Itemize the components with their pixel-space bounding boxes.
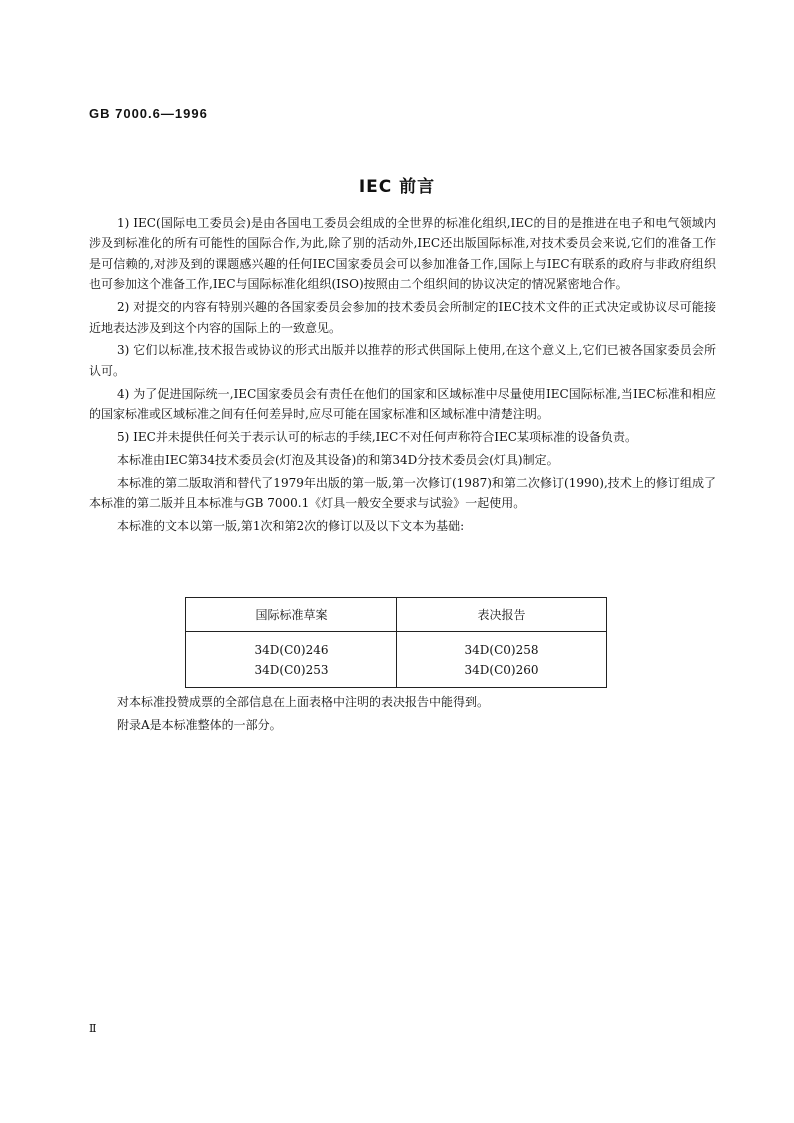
paragraph-edition: 本标准的第二版取消和替代了1979年出版的第一版,第一次修订(1987)和第二次修订(1990),技术上的修订组成了本标准的第二版并且本标准与GB 7000.1《灯具一般安全要求与试验》一起使用。 — [89, 475, 716, 511]
page-number: Ⅱ — [89, 1022, 97, 1035]
paragraph-committee: 本标准由IEC第34技术委员会(灯泡及其设备)的和第34D分技术委员会(灯具)制定。 — [117, 452, 559, 467]
table-column-votes — [396, 598, 607, 687]
table-cell: 34D(C0)246 — [254, 643, 329, 657]
paragraph-voting-info: 对本标准投赞成票的全部信息在上面表格中注明的表决报告中能得到。 — [117, 695, 490, 709]
paragraph-annex: 附录A是本标准整体的一部分。 — [117, 717, 282, 732]
table-cell: 34D(C0)258 — [464, 643, 539, 657]
paragraph-4: 4) 为了促进国际统一,IEC国家委员会有责任在他们的国家和区域标准中尽量使用IEC国际标准,当IEC标准和相应的国家标准或区域标准之间有任何差异时,应尽可能在国家标准和区域标准中清楚注明。 — [89, 386, 716, 422]
paragraph-basis: 本标准的文本以第一版,第1次和第2次的修订以及以下文本为基础: — [117, 519, 465, 534]
table-cell: 34D(C0)260 — [464, 663, 539, 677]
standard-number: GB 7000.6—1996 — [89, 106, 208, 121]
table-column-drafts — [186, 598, 397, 687]
table-cell: 34D(C0)253 — [254, 663, 329, 677]
body-text — [89, 213, 716, 539]
page-title: IEC 前言 — [358, 177, 436, 197]
after-table-text — [89, 692, 716, 738]
paragraph-5: 5) IEC并未提供任何关于表示认可的标志的手续,IEC不对任何声称符合IEC某项标准的设备负责。 — [117, 430, 637, 445]
table-header-drafts: 国际标准草案 — [255, 608, 328, 622]
paragraph-3: 3) 它们以标准,技术报告或协议的形式出版并以推荐的形式供国际上使用,在这个意义上,它们已被各国家委员会所认可。 — [89, 343, 716, 378]
table-header-votes: 表决报告 — [477, 608, 526, 622]
reference-table — [185, 597, 607, 688]
paragraph-2: 2) 对提交的内容有特别兴趣的各国家委员会参加的技术委员会所制定的IEC技术文件的正式决定或协议尽可能接近地表达涉及到这个内容的国际上的一致意见。 — [89, 300, 716, 335]
paragraph-1: 1) IEC(国际电工委员会)是由各国电工委员会组成的全世界的标准化组织,IEC的目的是推进在电子和电气领域内涉及到标准化的所有可能性的国际合作,为此,除了别的活动外,IEC还出版国际标准,对技术委员会来说,它们的准备工作是可信赖的,对涉及到的课题感兴趣的任何IEC国家委员会可以参加准备工作,国际上与IEC有联系的政府与非政府组织也可参加这个准备工作,IEC与国际标准化组织(ISO)按照由二个组织间的协议决定的情况紧密地合作。 — [89, 216, 716, 292]
